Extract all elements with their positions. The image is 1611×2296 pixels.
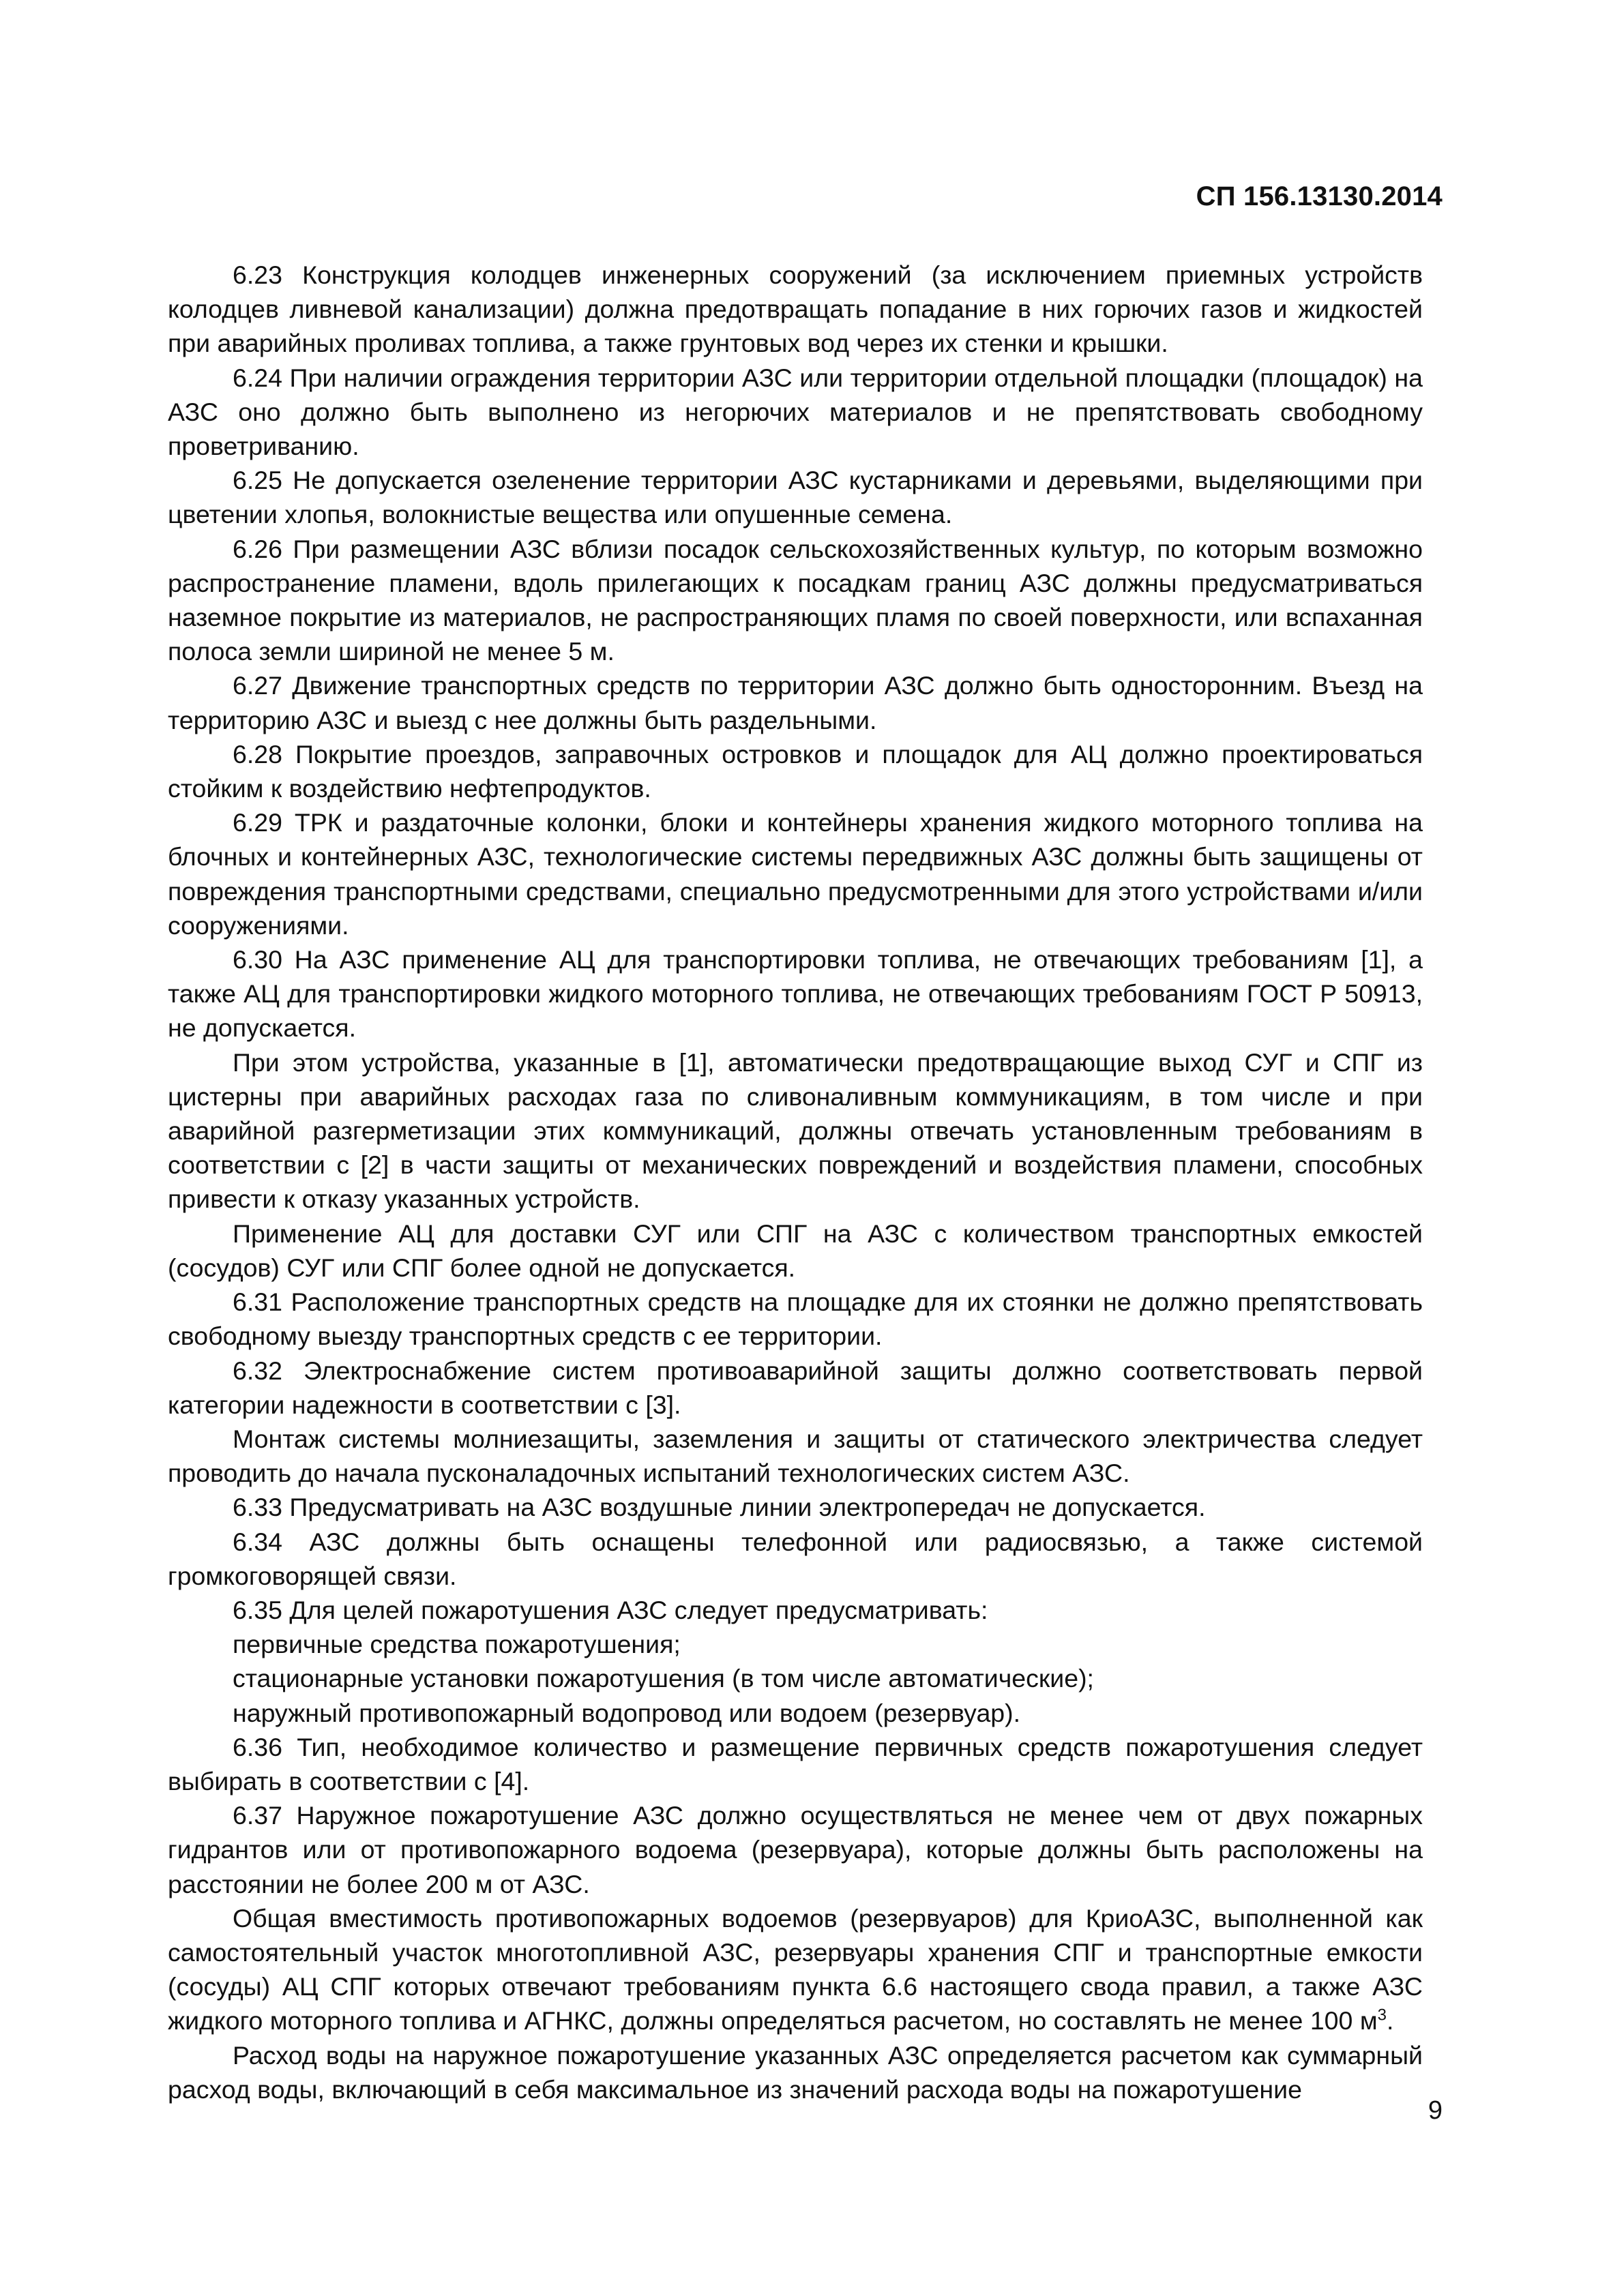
body-text [168, 258, 1423, 2106]
paragraph-6-34: 6.34 АЗС должны быть оснащены телефонной или радиосвязью, а также системой громкоговорящей связи. [168, 1527, 1423, 1590]
list-item-stationary-installations: стационарные установки пожаротушения (в том числе автоматические); [233, 1664, 1094, 1693]
paragraph-6-33: 6.33 Предусматривать на АЗС воздушные линии электропередач не допускается. [233, 1493, 1206, 1522]
paragraph-6-27: 6.27 Движение транспортных средств по территории АЗС должно быть односторонним. Въезд на территорию АЗС и выезд с нее должны быть раздельными. [168, 671, 1423, 734]
paragraph-6-30: 6.30 На АЗС применение АЦ для транспортировки топлива, не отвечающих требованиям [1], а также АЦ для транспортировки жидкого моторного топлива, не отвечающих требованиям ГОСТ Р 50913, не допускается. [168, 945, 1423, 1043]
page-number: 9 [1428, 2096, 1443, 2125]
paragraph-6-30-devices: При этом устройства, указанные в [1], автоматически предотвращающие выход СУГ и СПГ из цистерны при аварийных расходах газа по сливоналивным коммуникациям, в том числе и при аварийной разгерметизации этих коммуникаций, должны отвечать установленным требованиям в соответствии с [2] в части защиты от механических повреждений и воздействия пламени, способных привести к отказу указанных устройств. [168, 1047, 1423, 1214]
list-item-external-water-supply: наружный противопожарный водопровод или водоем (резервуар). [233, 1698, 1021, 1727]
capacity-period: . [1386, 2006, 1394, 2036]
paragraph-6-37: 6.37 Наружное пожаротушение АЗС должно осуществляться не менее чем от двух пожарных гидрантов или от противопожарного водоема (резервуара), которые должны быть расположены на расстоянии не более 200 м от АЗС. [168, 1801, 1423, 1898]
paragraph-6-29: 6.29 ТРК и раздаточные колонки, блоки и контейнеры хранения жидкого моторного топлива на блочных и контейнерных АЗС, технологические системы передвижных АЗС должны быть защищены от повреждения транспортными средствами, специально предусмотренными для этого устройствами и/или сооружениями. [168, 808, 1423, 940]
paragraph-6-32: 6.32 Электроснабжение систем противоаварийной защиты должно соответствовать первой категории надежности в соответствии с [3]. [168, 1356, 1423, 1419]
cubic-superscript: 3 [1377, 2006, 1387, 2025]
document-code-header: СП 156.13130.2014 [1196, 181, 1443, 211]
paragraph-6-32-lightning: Монтаж системы молниезащиты, заземления и защиты от статического электричества следует проводить до начала пусконаладочных испытаний технологических систем АЗС. [168, 1424, 1423, 1488]
paragraph-6-35: 6.35 Для целей пожаротушения АЗС следует предусматривать: [233, 1595, 988, 1624]
paragraph-6-28: 6.28 Покрытие проездов, заправочных островков и площадок для АЦ должно проектироваться стойким к воздействию нефтепродуктов. [168, 739, 1423, 803]
paragraph-6-26: 6.26 При размещении АЗС вблизи посадок сельскохозяйственных культур, по которым возможно распространение пламени, вдоль прилегающих к посадкам границ АЗС должны предусматриваться наземное покрытие из материалов, не распространяющих пламя по своей поверхности, или вспаханная полоса земли шириной не менее 5 м. [168, 534, 1423, 666]
paragraph-6-30-usage: Применение АЦ для доставки СУГ или СПГ на АЗС с количеством транспортных емкостей (сосудов) СУГ или СПГ более одной не допускается. [168, 1219, 1423, 1282]
capacity-text: Общая вместимость противопожарных водоемов (резервуаров) для КриоАЗС, выполненной как самостоятельный участок многотопливной АЗС, резервуары хранения СПГ и транспортные емкости (сосуды) АЦ СПГ которых отвечают требованиям пункта 6.6 настоящего свода правил, а также АЗС жидкого моторного топлива и АГНКС, должны определяться расчетом, но составлять не менее 100 м [168, 1903, 1423, 2036]
paragraph-6-37-water-flow: Расход воды на наружное пожаротушение указанных АЗС определяется расчетом как суммарный расход воды, включающий в себя максимальное из значений расхода воды на пожаротушение [168, 2040, 1423, 2104]
paragraph-6-31: 6.31 Расположение транспортных средств на площадке для их стоянки не должно препятствовать свободному выезду транспортных средств с ее территории. [168, 1287, 1423, 1351]
list-item-primary-means: первичные средства пожаротушения; [233, 1630, 681, 1659]
paragraph-6-23: 6.23 Конструкция колодцев инженерных сооружений (за исключением приемных устройств колодцев ливневой канализации) должна предотвращать попадание в них горючих газов и жидкостей при аварийных проливах топлива, а также грунтовых вод через их стенки и крышки. [168, 260, 1423, 358]
paragraph-6-25: 6.25 Не допускается озеленение территории АЗС кустарниками и деревьями, выделяющими при цветении хлопья, волокнистые вещества или опушенные семена. [168, 466, 1423, 529]
paragraph-6-36: 6.36 Тип, необходимое количество и размещение первичных средств пожаротушения следует выбирать в соответствии с [4]. [168, 1732, 1423, 1795]
paragraph-6-24: 6.24 При наличии ограждения территории АЗС или территории отдельной площадки (площадок) на АЗС оно должно быть выполнено из негорючих материалов и не препятствовать свободному проветриванию. [168, 363, 1423, 461]
paragraph-6-37-capacity [168, 1901, 1423, 2038]
